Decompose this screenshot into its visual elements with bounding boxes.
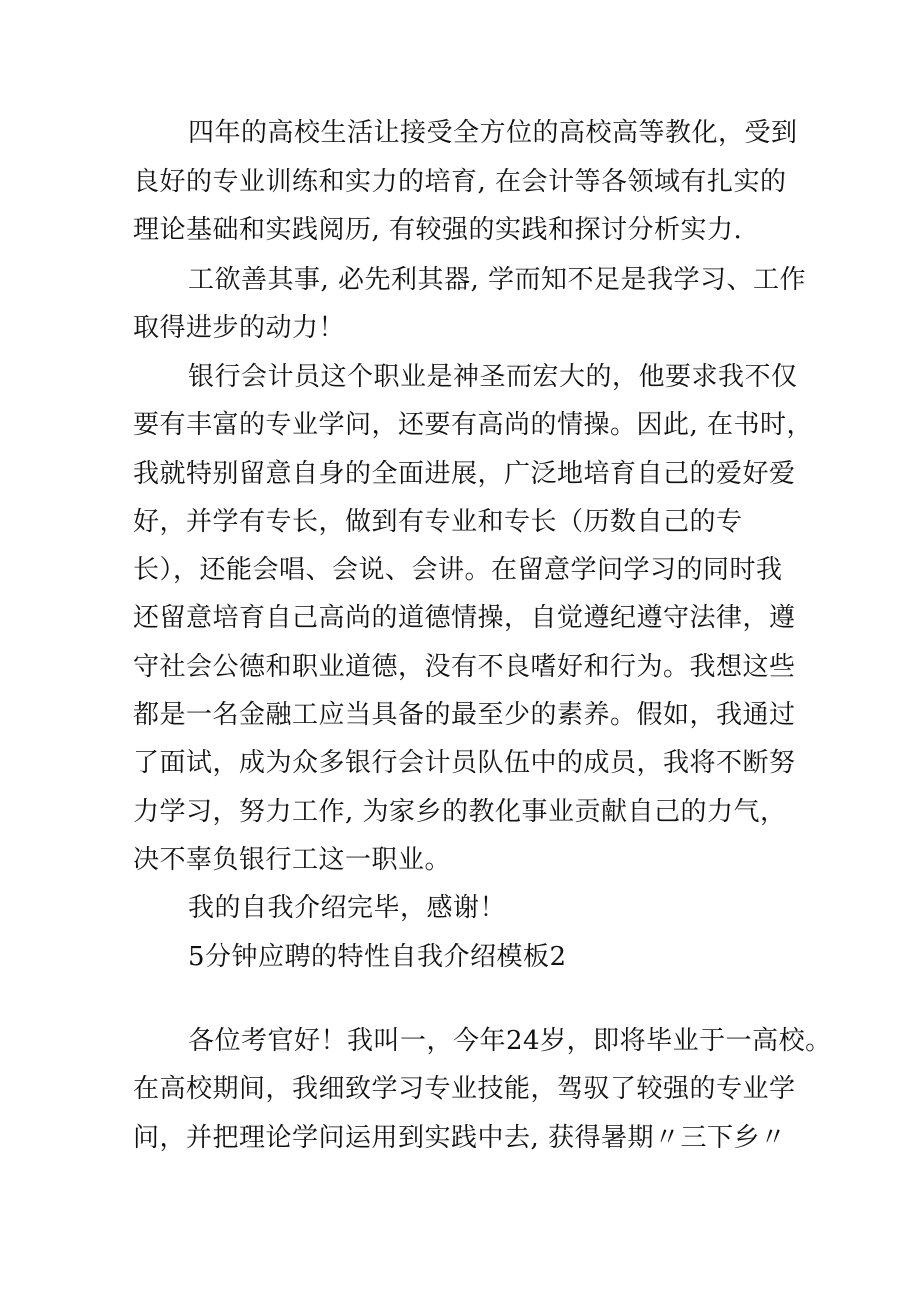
paragraph-3-line-4: 好，并学有专长，做到有专业和专长（历数自己的专 xyxy=(133,507,743,537)
paragraph-2-line-1: 工欲善其事, 必先利其器, 学而知不足是我学习、工作 xyxy=(188,265,807,295)
paragraph-2-line-2: 取得进步的动力！ xyxy=(133,313,346,343)
paragraph-3-line-3: 我就特别留意自身的全面进展，广泛地培育自己的爱好爱 xyxy=(133,459,796,489)
paragraph-4-line-1: 我的自我介绍完毕，感谢！ xyxy=(188,893,507,923)
paragraph-1-line-3: 理论基础和实践阅历, 有较强的实践和探讨分析实力. xyxy=(133,215,743,245)
paragraph-6-line-3: 问，并把理论学问运用到实践中去, 获得暑期〃三下乡〃 xyxy=(133,1123,787,1153)
paragraph-3-line-11: 决不辜负银行工这一职业。 xyxy=(133,845,452,875)
paragraph-6-line-1: 各位考官好！我叫一，今年24岁，即将毕业于一高校。 xyxy=(188,1026,832,1056)
paragraph-3-line-7: 守社会公德和职业道德，没有不良嗜好和行为。我想这些 xyxy=(133,652,796,682)
paragraph-3-line-6: 还留意培育自己高尚的道德情操，自觉遵纪遵守法律，遵 xyxy=(133,603,796,633)
section-heading: 5分钟应聘的特性自我介绍模板2 xyxy=(188,942,567,972)
paragraph-1-line-1: 四年的高校生活让接受全方位的高校高等教化，受到 xyxy=(188,118,798,148)
paragraph-3-line-8: 都是一名金融工应当具备的最至少的素养。假如，我通过 xyxy=(133,700,796,730)
paragraph-3-line-5: 长），还能会唱、会说、会讲。在留意学问学习的同时我 xyxy=(133,555,783,585)
paragraph-6-line-2: 在高校期间，我细致学习专业技能，驾驭了较强的专业学 xyxy=(133,1074,796,1104)
paragraph-1-line-2: 良好的专业训练和实力的培育, 在会计等各领域有扎实的 xyxy=(133,167,787,197)
paragraph-3-line-1: 银行会计员这个职业是神圣而宏大的，他要求我不仅 xyxy=(188,362,798,392)
paragraph-3-line-9: 了面试，成为众多银行会计员队伍中的成员，我将不断努 xyxy=(133,748,796,778)
paragraph-3-line-10: 力学习，努力工作, 为家乡的教化事业贡献自己的力气， xyxy=(133,797,787,827)
paragraph-3-line-2: 要有丰富的专业学问，还要有高尚的情操。因此, 在书时， xyxy=(133,410,814,440)
